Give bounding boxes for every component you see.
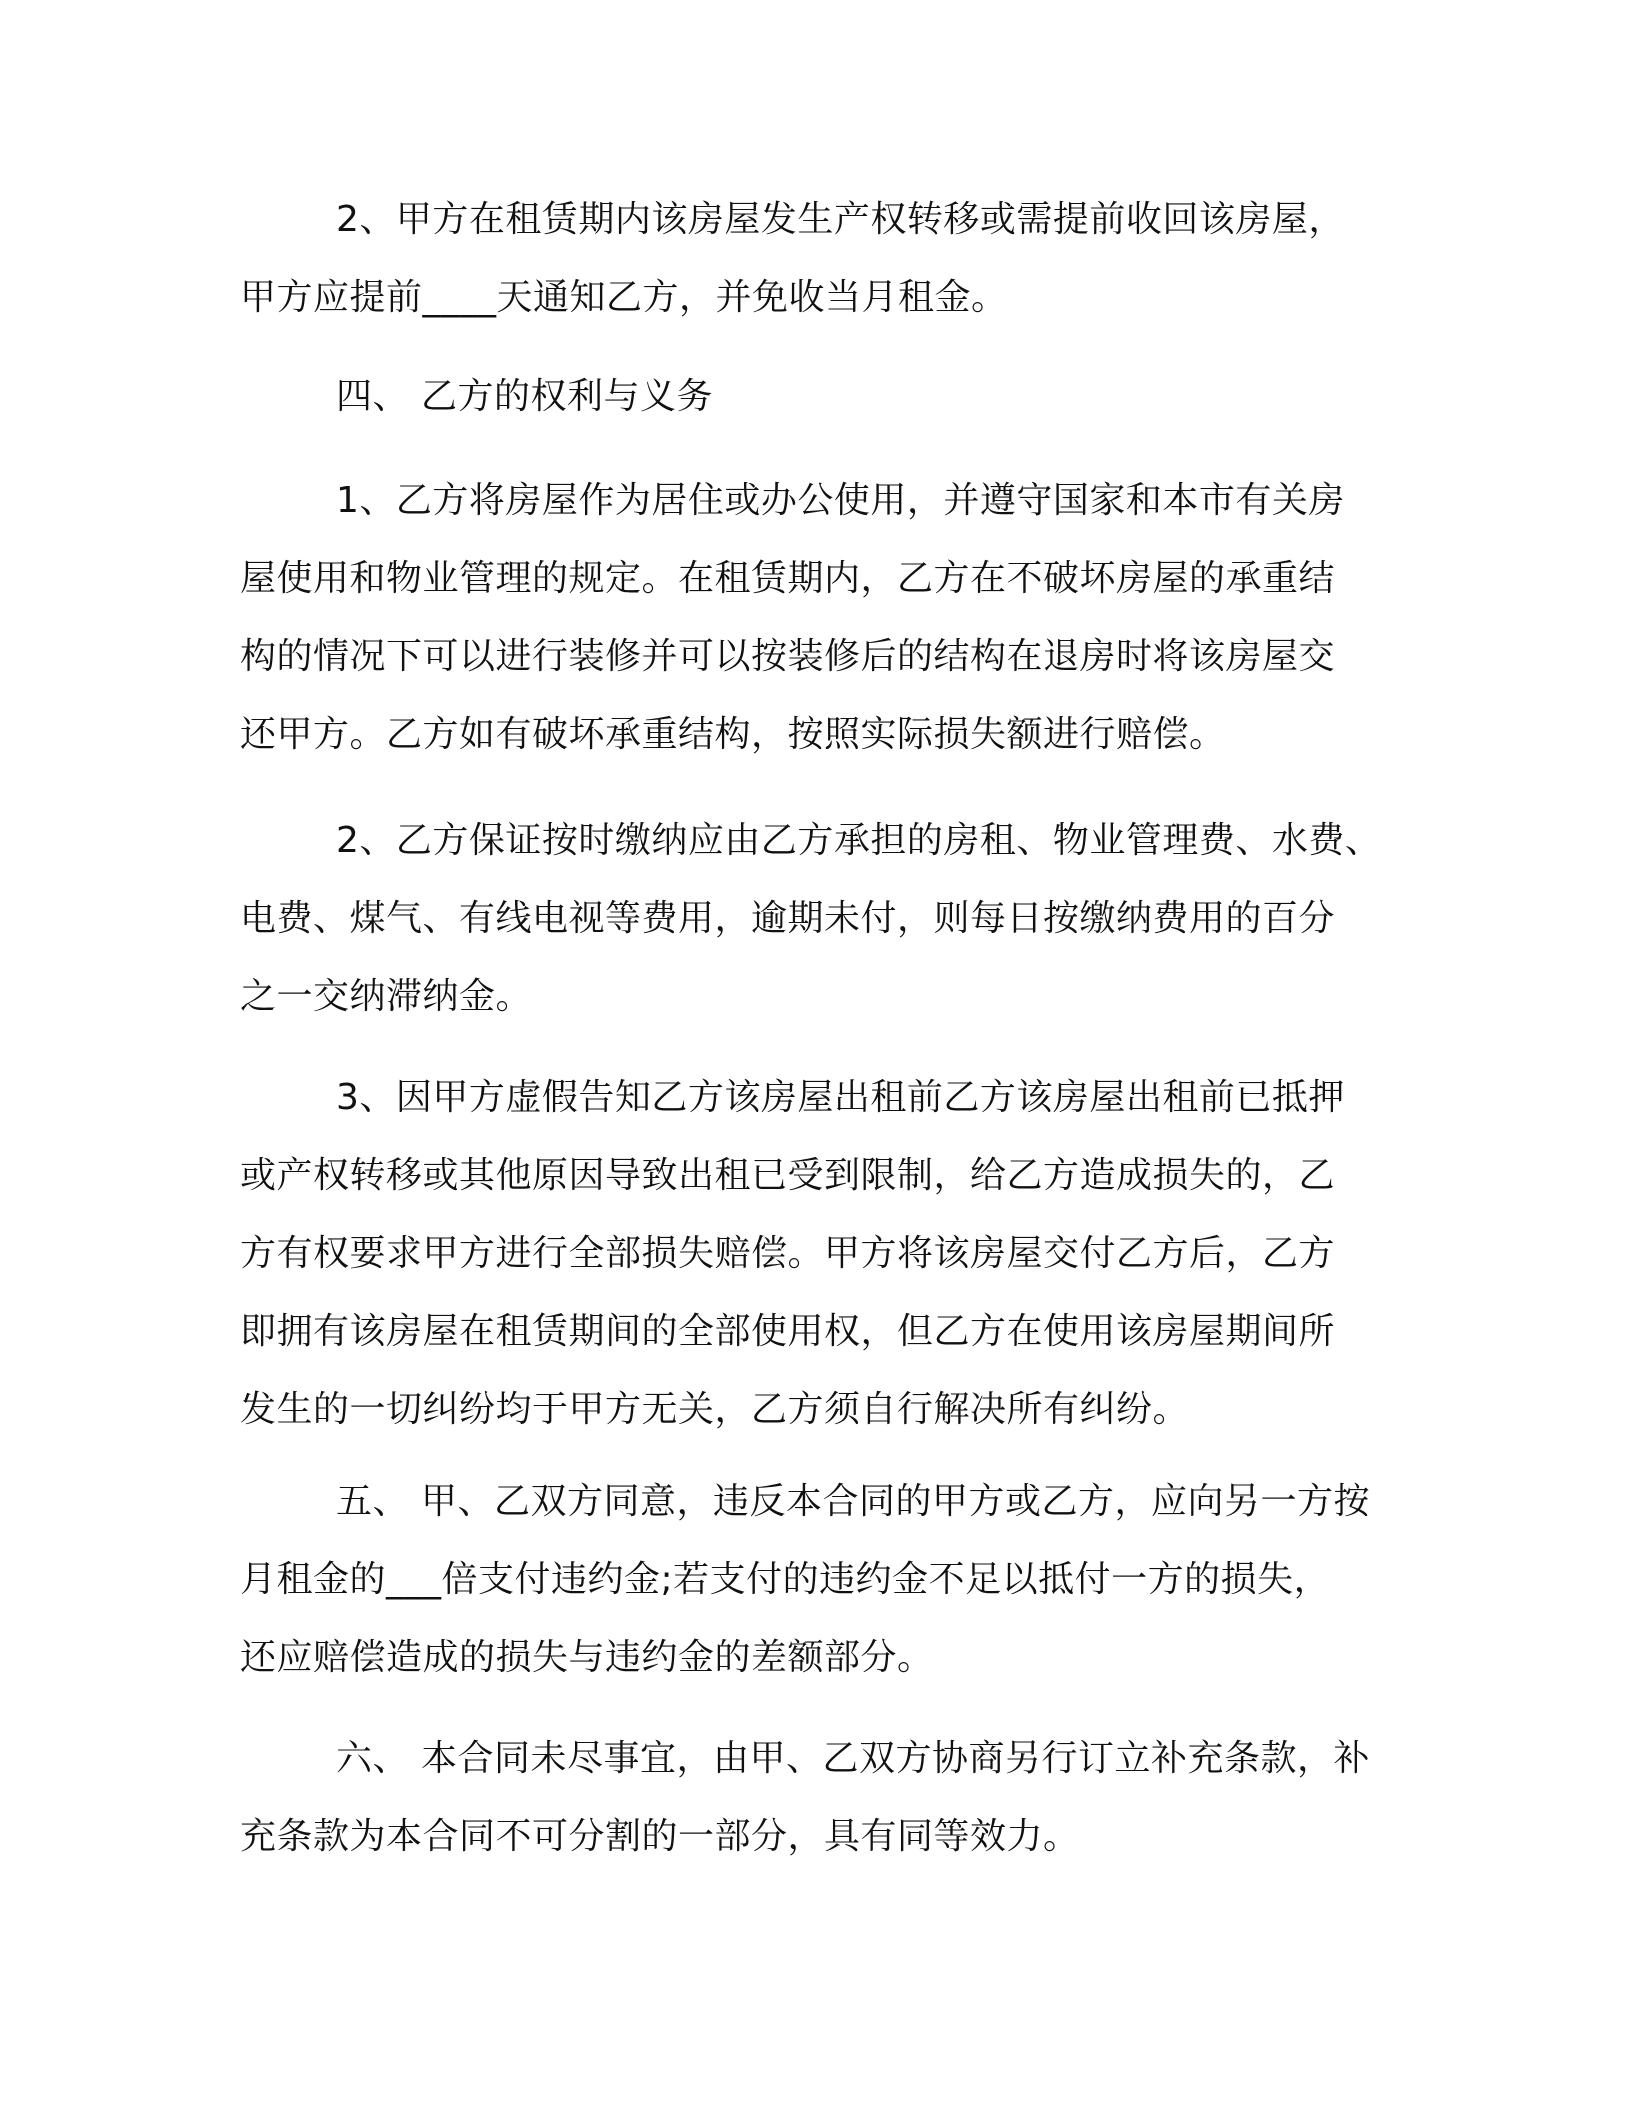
text-line: 六、 本合同未尽事宜，由甲、乙双方协商另行订立补充条款，补 [336,1738,1370,1779]
text-line: 还甲方。乙方如有破坏承重结构，按照实际损失额进行赔偿。 [240,714,1226,755]
text-line: 屋使用和物业管理的规定。在租赁期内，乙方在不破坏房屋的承重结 [240,558,1336,599]
text-line: 1、乙方将房屋作为居住或办公使用，并遵守国家和本市有关房 [336,480,1345,521]
text-line: 构的情况下可以进行装修并可以按装修后的结构在退房时将该房屋交 [240,636,1336,677]
text-line: 五、 甲、乙双方同意，违反本合同的甲方或乙方，应向另一方按 [336,1481,1370,1522]
text-line: 或产权转移或其他原因导致出租已受到限制，给乙方造成损失的，乙 [240,1155,1336,1196]
text-line: 还应赔偿造成的损失与违约金的差额部分。 [240,1637,934,1678]
paragraph-clause-4-3 [240,1059,1390,1449]
text-line: 发生的一切纠纷均于甲方无关，乙方须自行解决所有纠纷。 [240,1389,1190,1430]
paragraph-clause-4-1 [240,462,1390,774]
paragraph-section-6 [240,1720,1390,1876]
text-line: 四、 乙方的权利与义务 [336,376,713,417]
text-line: 方有权要求甲方进行全部损失赔偿。甲方将该房屋交付乙方后，乙方 [240,1233,1336,1274]
paragraph-clause-3-2 [240,181,1390,337]
text-line: 3、因甲方虚假告知乙方该房屋出租前乙方该房屋出租前已抵押 [336,1077,1345,1118]
text-line: 充条款为本合同不可分割的一部分，具有同等效力。 [240,1816,1080,1857]
text-line: 之一交纳滞纳金。 [240,976,533,1017]
section-heading-4 [240,358,1390,436]
paragraph-section-5 [240,1463,1390,1697]
text-line: 2、甲方在租赁期内该房屋发生产权转移或需提前收回该房屋， [336,199,1345,240]
text-line: 2、乙方保证按时缴纳应由乙方承担的房租、物业管理费、水费、 [336,820,1382,861]
text-line: 甲方应提前____天通知乙方，并免收当月租金。 [240,277,1008,318]
text-line: 电费、煤气、有线电视等费用，逾期未付，则每日按缴纳费用的百分 [240,898,1336,939]
text-line: 即拥有该房屋在租赁期间的全部使用权，但乙方在使用该房屋期间所 [240,1311,1336,1352]
paragraph-clause-4-2 [240,802,1390,1036]
text-line: 月租金的___倍支付违约金;若支付的违约金不足以抵付一方的损失， [240,1559,1331,1600]
